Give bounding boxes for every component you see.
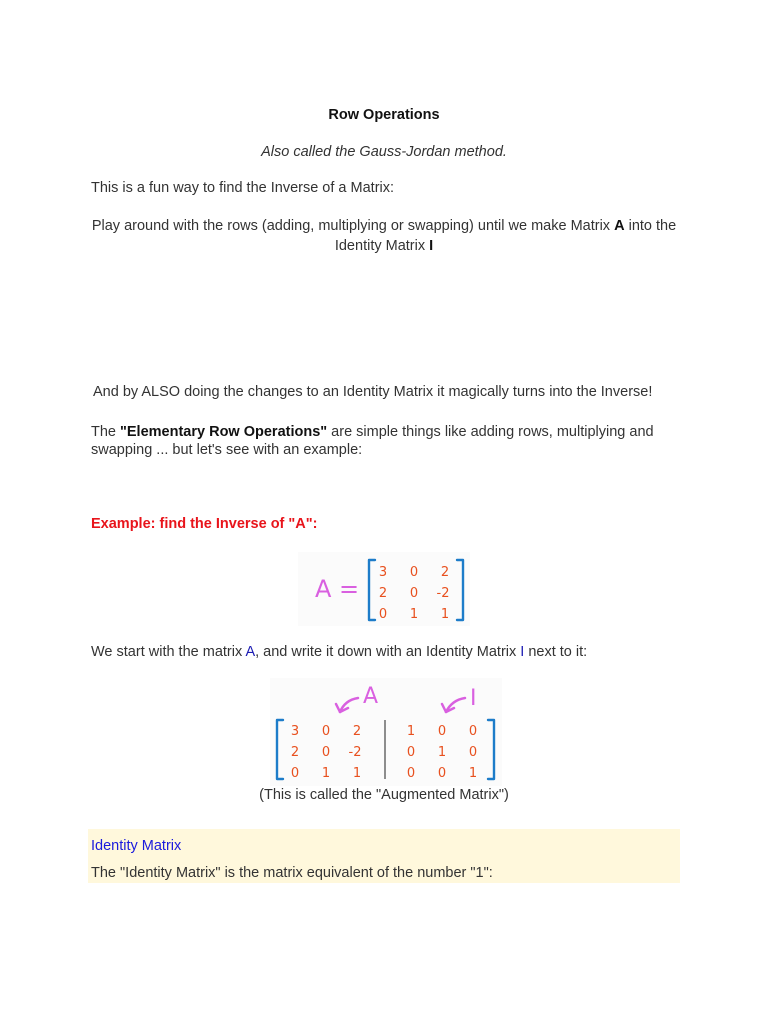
augmented-left-cell: 1 (352, 766, 362, 781)
augmented-left-cell: 3 (290, 724, 300, 739)
start-text-after: next to it: (524, 644, 588, 660)
page-title: Row Operations (328, 107, 440, 123)
start-text-middle: , and write it down with an Identity Matrix (255, 644, 521, 660)
augmented-right-cell: 0 (406, 766, 416, 781)
augmented-right-cell: 0 (468, 724, 478, 739)
augmented-label-a: A (363, 684, 379, 709)
augmented-matrix-image (270, 678, 502, 786)
augmented-left-cell: 0 (321, 724, 331, 739)
augmented-right-cell: 1 (406, 724, 416, 739)
play-text-middle: into the Identity Matrix (334, 218, 677, 254)
augmented-left-cell: 0 (321, 745, 331, 760)
augmented-right-cell: 0 (406, 745, 416, 760)
matrix-i-bold: I (429, 238, 434, 254)
matrix-a-ref: A (245, 644, 256, 660)
augmented-right-cell: 1 (437, 745, 447, 760)
matrix-i-ref: I (520, 644, 525, 660)
play-text-before: Play around with the rows (adding, multiplying or swapping) until we make Matrix (91, 218, 615, 234)
matrix-a-cell: 2 (378, 586, 388, 601)
augmented-left-cell: 2 (290, 745, 300, 760)
also-doing-text: And by ALSO doing the changes to an Identity Matrix it magically turns into the Inverse! (93, 384, 653, 400)
augmented-label-i: I (470, 686, 477, 711)
identity-matrix-description: The "Identity Matrix" is the matrix equivalent of the number "1": (91, 865, 493, 881)
matrix-a-cell: 2 (440, 565, 450, 580)
elementary-ops-paragraph (91, 423, 691, 459)
elementary-text-after: are simple things like adding rows, multiplying and swapping ... but let's see with an example: (91, 424, 654, 458)
matrix-a-cell: 0 (378, 607, 388, 622)
matrix-a-bold: A (614, 218, 625, 234)
elementary-bold: "Elementary Row Operations" (120, 424, 328, 440)
matrix-a-cell: 1 (440, 607, 450, 622)
matrix-a-cell: 0 (409, 565, 419, 580)
matrix-a-image (298, 552, 470, 626)
start-text-before: We start with the matrix (91, 644, 246, 660)
augmented-left-cell: 1 (321, 766, 331, 781)
augmented-right-cell: 0 (437, 724, 447, 739)
augmented-left-cell: 2 (352, 724, 362, 739)
identity-matrix-link[interactable]: Identity Matrix (91, 838, 182, 854)
augmented-right-cell: 0 (468, 745, 478, 760)
matrix-a-label: A = (315, 575, 360, 603)
augmented-right-cell: 1 (468, 766, 478, 781)
matrix-a-cell: -2 (436, 586, 450, 601)
augmented-left-cell: 0 (290, 766, 300, 781)
augmented-caption: (This is called the "Augmented Matrix") (259, 787, 509, 803)
matrix-a-cell: 3 (378, 565, 388, 580)
play-around-paragraph (80, 216, 688, 256)
subtitle: Also called the Gauss-Jordan method. (261, 144, 507, 160)
elementary-text-before: The (91, 424, 121, 440)
start-paragraph (91, 644, 587, 660)
augmented-right-cell: 0 (437, 766, 447, 781)
augmented-image-bg (270, 678, 502, 786)
matrix-a-cell: 0 (409, 586, 419, 601)
example-heading: Example: find the Inverse of "A": (91, 516, 318, 532)
intro-text: This is a fun way to find the Inverse of a Matrix: (91, 180, 395, 196)
augmented-left-cell: -2 (348, 745, 362, 760)
matrix-a-cell: 1 (409, 607, 419, 622)
